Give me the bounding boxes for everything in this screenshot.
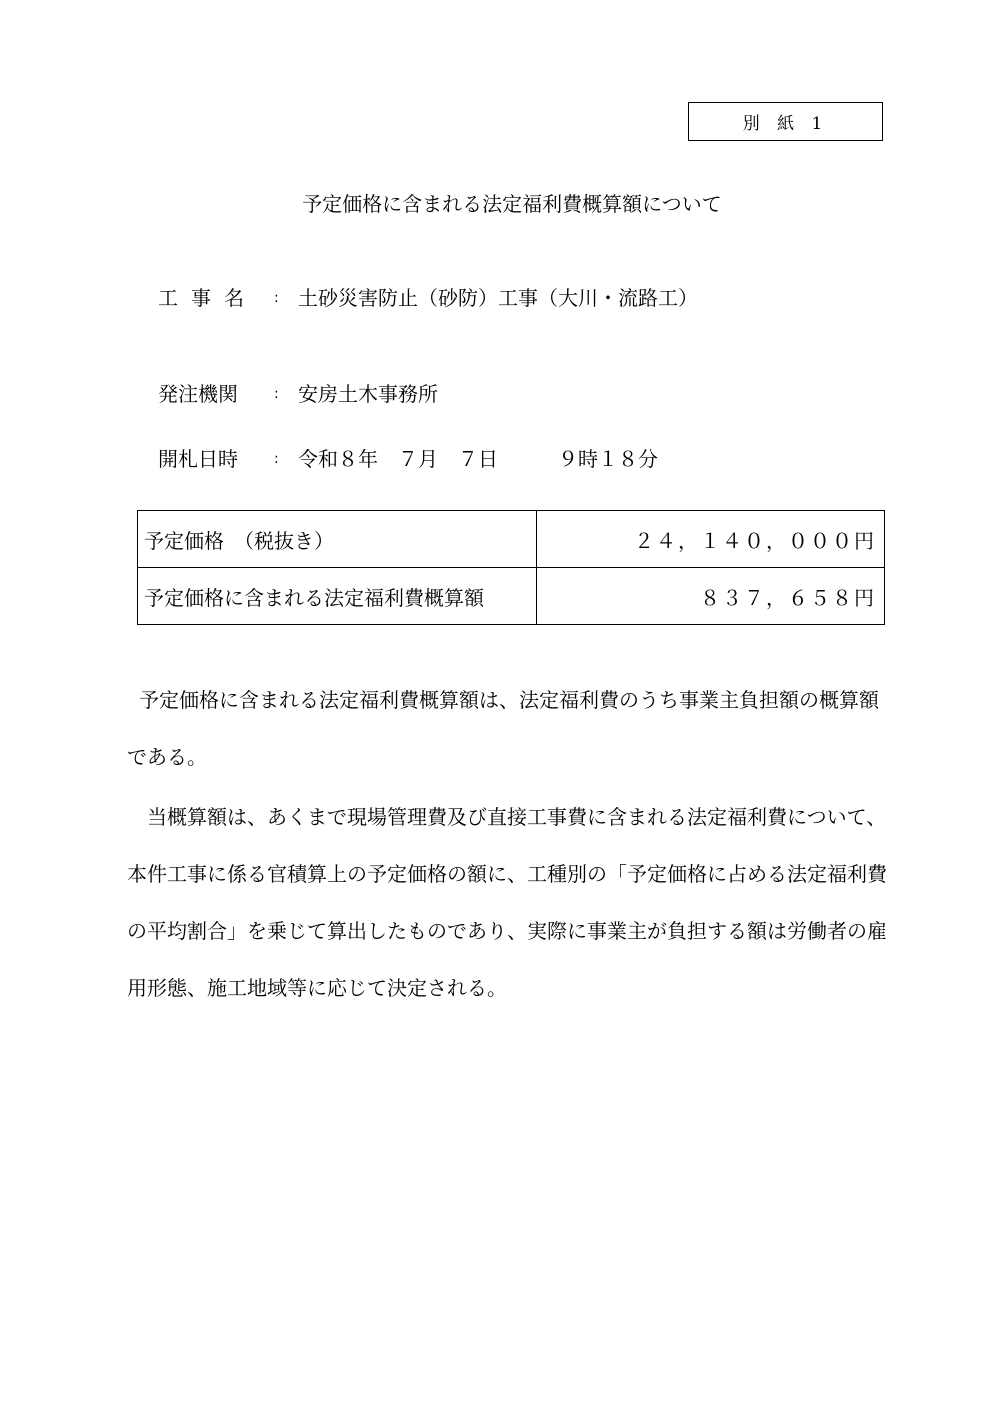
table-row xyxy=(138,511,885,568)
estimated-price-label: 予定価格 （税抜き） xyxy=(138,511,537,568)
estimated-price-value: ２４，１４０，０００円 xyxy=(537,511,885,568)
orderer-label: 発注機関 xyxy=(158,382,238,406)
project-name-value: 土砂災害防止（砂防）工事（大川・流路工） xyxy=(298,286,698,310)
attachment-label: 別 紙 1 xyxy=(688,102,883,141)
welfare-cost-value: ８３７，６５８円 xyxy=(537,568,885,625)
welfare-cost-label: 予定価格に含まれる法定福利費概算額 xyxy=(138,568,537,625)
orderer-colon: : xyxy=(274,386,279,402)
bid-opening-colon: : xyxy=(274,451,279,467)
price-table xyxy=(137,510,885,625)
project-name-colon: : xyxy=(274,290,279,306)
document-title: 予定価格に含まれる法定福利費概算額について xyxy=(302,192,722,216)
table-row xyxy=(138,568,885,625)
bid-opening-label: 開札日時 xyxy=(158,447,238,471)
bid-opening-value: 令和８年 ７月 ７日 ９時１８分 xyxy=(298,447,658,471)
project-name-label: 工事名 xyxy=(158,286,257,310)
orderer-value: 安房土木事務所 xyxy=(298,382,438,406)
explanation-paragraph-2: 当概算額は、あくまで現場管理費及び直接工事費に含まれる法定福利費について、本件工事に係る官積算上の予定価格の額に、工種別の「予定価格に占める法定福利費の平均割合」を乗じて算出したものであり、実際に事業主が負担する額は労働者の雇用形態、施工地域等に応じて決定される。 xyxy=(127,805,887,1000)
explanation-paragraph-1: 予定価格に含まれる法定福利費概算額は、法定福利費のうち事業主負担額の概算額である。 xyxy=(127,688,879,769)
